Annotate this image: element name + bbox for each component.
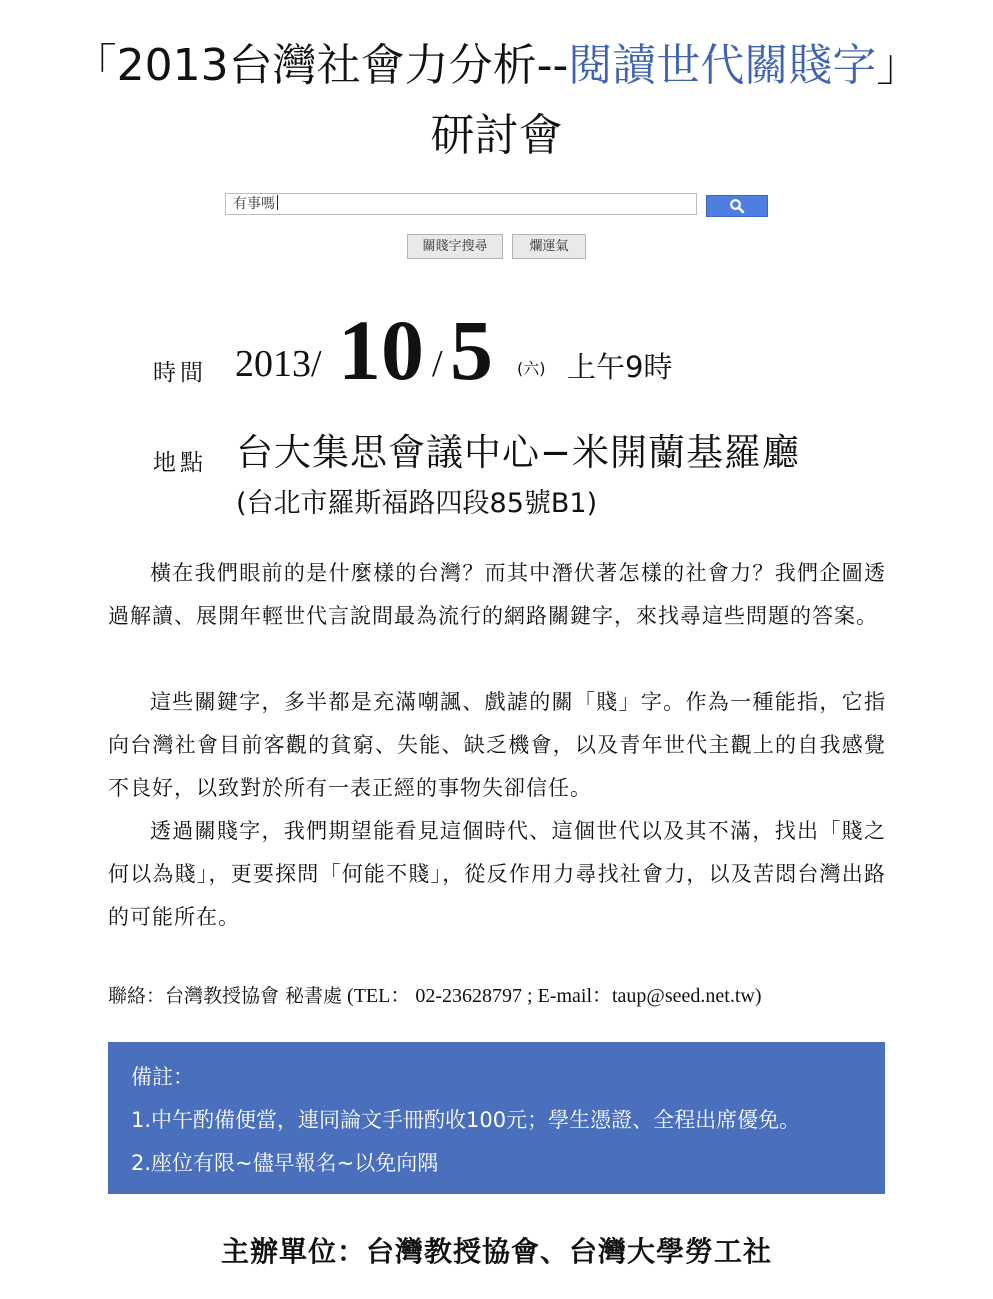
page-title — [0, 38, 993, 94]
title-prefix: 「2013台灣社會力分析-- — [72, 40, 569, 91]
organizer: 主辦單位：台灣教授協會、台灣大學勞工社 — [220, 1235, 772, 1268]
notes-box — [108, 1042, 885, 1194]
venue-address: (台北市羅斯福路四段85號B1) — [236, 488, 598, 519]
search-button[interactable] — [706, 195, 768, 217]
notes-item: 2.座位有限~儘早報名~以免向隅 — [131, 1151, 439, 1175]
title-suffix: 」 — [876, 40, 921, 91]
date-slash: / — [432, 343, 443, 385]
search-input[interactable] — [225, 193, 697, 215]
keyword-search-button[interactable]: 關賤字搜尋 — [407, 234, 503, 259]
intro-paragraph-1: 橫在我們眼前的是什麼樣的台灣？而其中潛伏著怎樣的社會力？我們企圖透過解讀、展開年輕世代言說間最為流行的網路關鍵字，來找尋這些問題的答案。 — [108, 561, 886, 628]
contact-details: (TEL： 02-23628797 ; E-mail：taup@seed.net.tw) — [342, 985, 762, 1007]
search-icon — [729, 198, 745, 214]
contact-info — [108, 980, 761, 1012]
time-label: 時間 — [153, 360, 207, 386]
text-caret — [277, 195, 278, 210]
notes-heading: 備註： — [131, 1065, 194, 1089]
date-month: 10 — [338, 302, 424, 398]
bad-luck-button[interactable]: 爛運氣 — [512, 234, 586, 259]
page-subtitle: 研討會 — [430, 110, 563, 161]
date-year: 2013/ — [235, 343, 322, 385]
contact-org: 聯絡：台灣教授協會 秘書處 — [108, 985, 343, 1007]
date-day: 5 — [450, 302, 493, 398]
intro-paragraph-2: 這些關鍵字，多半都是充滿嘲諷、戲謔的關「賤」字。作為一種能指，它指向台灣社會目前客觀的貧窮、失能、缺乏機會，以及青年世代主觀上的自我感覺不良好，以致對於所有一表正經的事物失卻信任。 — [108, 690, 886, 800]
venue-label: 地點 — [153, 450, 207, 476]
date-hour: 上午9時 — [567, 350, 673, 384]
title-highlight: 閱讀世代關賤字 — [568, 40, 877, 91]
notes-item: 1.中午酌備便當，連同論文手冊酌收100元；學生憑證、全程出席優免。 — [131, 1108, 801, 1132]
venue-name: 台大集思會議中心−米開蘭基羅廳 — [236, 431, 801, 474]
intro-paragraph-3: 透過關賤字，我們期望能看見這個時代、這個世代以及其不滿，找出「賤之何以為賤」，更要探問「何能不賤」，從反作用力尋找社會力，以及苦悶台灣出路的可能所在。 — [108, 819, 886, 929]
date-weekday: (六) — [517, 359, 546, 378]
search-query: 有事嗎 — [233, 196, 275, 212]
